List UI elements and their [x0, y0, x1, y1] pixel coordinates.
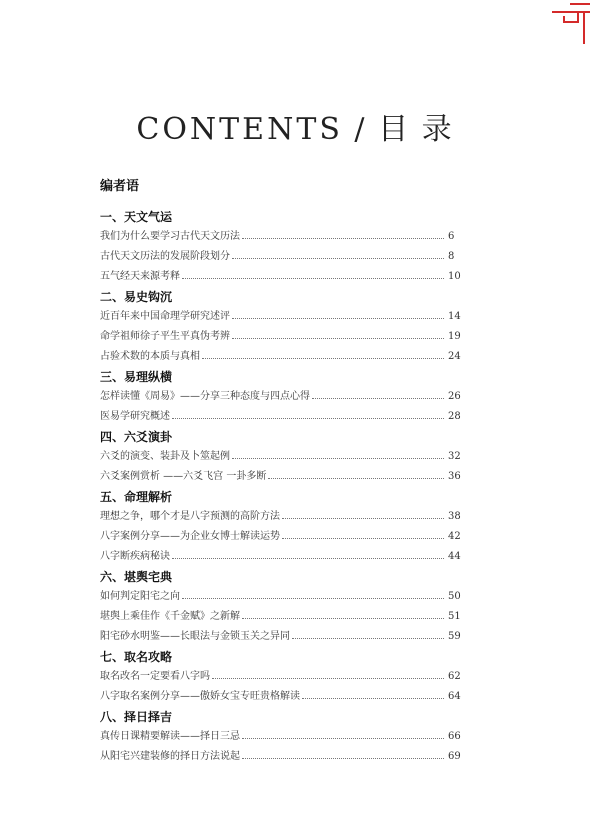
toc-entry-page: 19 [448, 331, 461, 342]
title-separator: / [342, 112, 379, 147]
dot-leader [232, 246, 444, 259]
toc-entry[interactable] [100, 626, 462, 646]
dot-leader [242, 606, 444, 619]
dot-leader [232, 306, 444, 319]
section-heading: 八、择日择吉 [100, 710, 173, 724]
toc-entry-title: 占验术数的本质与真相 [100, 351, 200, 362]
preface-heading: 编者语 [100, 179, 140, 194]
toc-entry[interactable] [100, 686, 462, 706]
section-heading: 二、易史钩沉 [100, 290, 173, 304]
section-heading: 四、六爻演卦 [100, 430, 173, 444]
toc-entry-title: 堪舆上乘佳作《千金赋》之新解 [100, 611, 240, 622]
dot-leader [232, 326, 444, 339]
dot-leader [282, 526, 444, 539]
dot-leader [182, 266, 444, 279]
toc-entry-title: 从阳宅兴建装修的择日方法说起 [100, 751, 240, 762]
toc-entry-page: 62 [448, 671, 461, 682]
dot-leader [242, 746, 444, 759]
toc-entry-page: 10 [448, 271, 461, 282]
toc-entry-page: 36 [448, 471, 461, 482]
toc-entry[interactable] [100, 266, 462, 286]
toc-entry-title: 怎样读懂《周易》——分享三种态度与四点心得 [100, 391, 310, 402]
dot-leader [282, 506, 444, 519]
toc-entry[interactable] [100, 346, 462, 366]
toc-entry[interactable] [100, 526, 462, 546]
toc-entry-page: 59 [448, 631, 461, 642]
dot-leader [172, 406, 444, 419]
toc-entry-title: 近百年来中国命理学研究述评 [100, 311, 230, 322]
toc-entry[interactable] [100, 386, 462, 406]
section-heading: 一、天文气运 [100, 210, 173, 224]
dot-leader [242, 226, 444, 239]
toc-entry-page: 51 [448, 611, 461, 622]
toc-entry[interactable] [100, 586, 462, 606]
toc-entry-page: 38 [448, 511, 461, 522]
toc-entry-page: 69 [448, 751, 461, 762]
toc-entry[interactable] [100, 406, 462, 426]
toc-entry-title: 真传日课精要解读——择日三忌 [100, 731, 240, 742]
toc-entry-page: 6 [448, 231, 455, 242]
section-heading: 六、堪舆宅典 [100, 570, 173, 584]
toc-entry[interactable] [100, 506, 462, 526]
toc-entry-title: 取名改名一定要看八字吗 [100, 671, 210, 682]
toc-entry[interactable] [100, 726, 462, 746]
dot-leader [302, 686, 444, 699]
toc-entry-title: 我们为什么要学习古代天文历法 [100, 231, 240, 242]
toc-entry[interactable] [100, 226, 462, 246]
toc-entry[interactable] [100, 606, 462, 626]
toc-entry-title: 理想之争，哪个才是八字预测的高阶方法 [100, 511, 280, 522]
toc-entry-title: 六爻的演变、装卦及卜筮起例 [100, 451, 230, 462]
toc-entry[interactable] [100, 326, 462, 346]
toc-entry-title: 六爻案例赏析 ——六爻飞宫 一卦多断 [100, 471, 267, 482]
toc-entry[interactable] [100, 666, 462, 686]
dot-leader [268, 466, 444, 479]
dot-leader [242, 726, 444, 739]
ornament-lines [552, 4, 590, 44]
toc-entry[interactable] [100, 246, 462, 266]
dot-leader [292, 626, 444, 639]
dot-leader [182, 586, 444, 599]
toc-entry-page: 32 [448, 451, 461, 462]
toc-entry-title: 古代天文历法的发展阶段划分 [100, 251, 230, 262]
toc-entry-page: 50 [448, 591, 461, 602]
dot-leader [312, 386, 444, 399]
dot-leader [232, 446, 444, 459]
toc-entry[interactable] [100, 546, 462, 566]
dot-leader [172, 546, 444, 559]
toc-entry-title: 医易学研究概述 [100, 411, 170, 422]
page-title [0, 104, 590, 148]
section-heading: 三、易理纵横 [100, 370, 173, 384]
toc-entry-page: 64 [448, 691, 461, 702]
toc-entry-page: 26 [448, 391, 461, 402]
toc-entry-title: 八字断疾病秘诀 [100, 551, 170, 562]
toc-entry-title: 如何判定阳宅之向 [100, 591, 180, 602]
corner-ornament-icon [550, 0, 590, 48]
toc-entry-title: 八字案例分享——为企业女博士解读运势 [100, 531, 280, 542]
toc-entry[interactable] [100, 306, 462, 326]
title-english: CONTENTS [136, 112, 343, 147]
toc-entry-page: 8 [448, 251, 455, 262]
toc-entry-title: 八字取名案例分享——傲娇女宝专旺贵格解读 [100, 691, 300, 702]
toc-entry-page: 24 [448, 351, 461, 362]
toc-entry-title: 阳宅砂水明鉴——长眼法与金锁玉关之异同 [100, 631, 290, 642]
dot-leader [202, 346, 444, 359]
toc-entry-title: 五气经天来源考释 [100, 271, 180, 282]
toc-entry-page: 44 [448, 551, 461, 562]
toc-entry[interactable] [100, 446, 462, 466]
table-of-contents [100, 206, 462, 766]
toc-entry-title: 命学祖师徐子平生平真伪考辨 [100, 331, 230, 342]
toc-entry[interactable] [100, 466, 462, 486]
toc-entry-page: 14 [448, 311, 461, 322]
toc-entry-page: 42 [448, 531, 461, 542]
dot-leader [212, 666, 444, 679]
toc-entry-page: 66 [448, 731, 461, 742]
section-heading: 七、取名攻略 [100, 650, 173, 664]
toc-entry[interactable] [100, 746, 462, 766]
section-heading: 五、命理解析 [100, 490, 173, 504]
title-chinese: 目 录 [378, 112, 454, 147]
toc-entry-page: 28 [448, 411, 461, 422]
